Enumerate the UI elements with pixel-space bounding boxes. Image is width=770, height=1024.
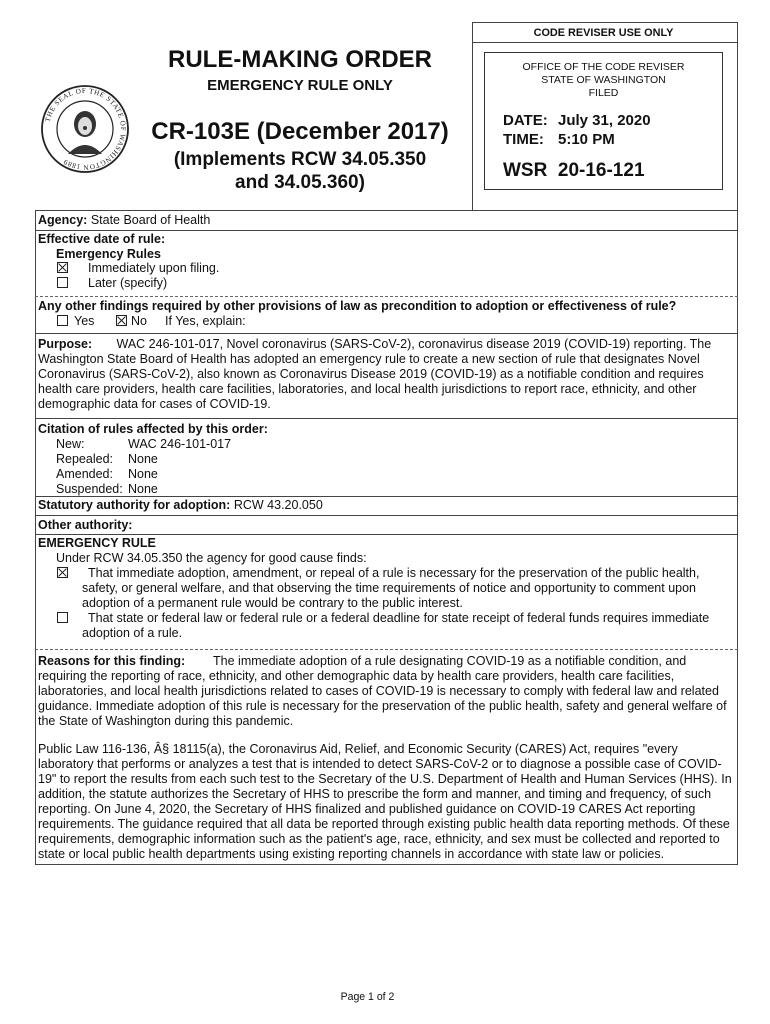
reasons-p2-line-6: requirements. The guidance required that all data be reported through existing public health data reporting methods. Of these (38, 817, 730, 831)
immediately-label: Immediately upon filing. (88, 261, 220, 275)
agency-label: Agency: (38, 213, 88, 227)
divider-effective (35, 296, 738, 297)
date-label: DATE: (503, 112, 548, 129)
wsr-number: WSR 20-16-121 (503, 160, 645, 181)
header-box-right (737, 22, 738, 210)
finding-1-checkbox[interactable] (57, 567, 68, 578)
agency-value: State Board of Health (90, 213, 211, 227)
divider-other-authority (35, 534, 738, 535)
citation-new-value: WAC 246-101-017 (128, 437, 232, 451)
finding-2-line-2: adoption of a rule. (82, 626, 183, 640)
citation-new-label: New: (56, 437, 85, 451)
time-label: TIME: (503, 131, 544, 148)
reasons-p2-line-7: requirements, demographic information such as the patient's age, race, ethnicity, and sex must be collected and reported to (38, 832, 720, 846)
form-bottom-line (35, 864, 738, 865)
statutory-row (38, 498, 323, 513)
form-top-line (35, 210, 738, 211)
reasons-p2-line-2: laboratory that performs or analyzes a test that is intended to detect SARS-CoV-2 or to diagnose a possible case of COVID- (38, 757, 722, 771)
immediately-checkbox[interactable] (57, 262, 68, 273)
form-title: RULE-MAKING ORDER (168, 46, 432, 73)
reasons-p2-line-1: Public Law 116-136, Â§ 18115(a), the Coronavirus Aid, Relief, and Economic Security (CARES) Act, requires "every (38, 742, 678, 756)
purpose-label: Purpose: (38, 337, 93, 351)
date-value: July 31, 2020 (558, 112, 651, 129)
citation-label: Citation of rules affected by this order: (38, 422, 268, 436)
form-left-line (35, 210, 36, 865)
finding-1-line-3: adoption of a permanent rule would be contrary to the public interest. (82, 596, 463, 610)
purpose-text-1: WAC 246-101-017, Novel coronavirus (SARS-CoV-2), coronavirus disease 2019 (COVID-19) reporting. The (116, 337, 712, 351)
findings-yes-checkbox[interactable] (57, 315, 68, 326)
emergency-rule-heading: EMERGENCY RULE (38, 536, 156, 550)
code-reviser-label: CODE REVISER USE ONLY (533, 27, 674, 39)
findings-yes-label: Yes (74, 314, 95, 328)
purpose-line-1 (38, 337, 711, 352)
seal-text: THE SEAL OF THE STATE OF WASHINGTON 1889 (43, 86, 128, 172)
agency-row (38, 213, 210, 228)
later-label: Later (specify) (88, 276, 168, 290)
header-box-divider (472, 42, 738, 43)
reasons-p2-line-8: state or local public health departments using existing reporting channels in accordance with state law or policies. (38, 847, 665, 861)
reasons-p2-line-5: reporting. On June 4, 2020, the Secretary of HHS finalized and published guidance on COVID-19 CARES Act reporting (38, 802, 696, 816)
divider-statutory (35, 515, 738, 516)
reasons-line-5: the State of Washington during this pandemic. (38, 714, 294, 728)
citation-repealed-label: Repealed: (56, 452, 113, 466)
header-box-left (472, 22, 473, 210)
finding-1-line-1: That immediate adoption, amendment, or repeal of a rule is necessary for the preservation of the public health, (88, 566, 700, 580)
form-right-line (737, 210, 738, 865)
finding-1-line-2: safety, or general welfare, and that observing the time requirements of notice and opportunity to comment upon (82, 581, 697, 595)
implements-line-2: and 34.05.360) (235, 172, 365, 193)
page-number: Page 1 of 2 (340, 991, 395, 1003)
later-checkbox[interactable] (57, 277, 68, 288)
emergency-rules-sublabel: Emergency Rules (56, 247, 161, 261)
office-line-2: STATE OF WASHINGTON (541, 74, 666, 86)
form-subtitle: EMERGENCY RULE ONLY (207, 77, 393, 94)
form-id: CR-103E (December 2017) (151, 118, 449, 145)
citation-suspended-value: None (128, 482, 158, 496)
reasons-p2-line-3: 19" to report the results from each such test to the Secretary of the U.S. Department of Health and Human Services (HHS). In (38, 772, 732, 786)
reasons-text-1: The immediate adoption of a rule designating COVID-19 as a notifiable condition, and (213, 654, 687, 668)
office-line-1: OFFICE OF THE CODE REVISER (522, 61, 685, 73)
effective-date-label: Effective date of rule: (38, 232, 166, 246)
finding-2-line-1: That state or federal law or federal rule or a federal deadline for state receipt of federal funds requires immediate (88, 611, 710, 625)
other-findings-question: Any other findings required by other provisions of law as precondition to adoption or effectiveness of rule? (38, 299, 677, 313)
findings-explain-label: If Yes, explain: (165, 314, 246, 328)
citation-amended-value: None (128, 467, 158, 481)
statutory-value: RCW 43.20.050 (233, 498, 323, 512)
findings-no-label: No (131, 314, 147, 328)
divider-emergency (35, 649, 738, 650)
reasons-line-2: requiring the reporting of race, ethnicity, and other demographic data by health care providers, health care facilities, (38, 669, 675, 683)
finding-2-checkbox[interactable] (57, 612, 68, 623)
time-value: 5:10 PM (558, 131, 615, 148)
purpose-line-3: Coronavirus (SARS-CoV-2), also known as Coronavirus Disease 2019 (COVID-19) as a notifiable condition and requires (38, 367, 704, 381)
citation-amended-label: Amended: (56, 467, 113, 481)
divider-agency (35, 230, 738, 231)
reasons-label: Reasons for this finding: (38, 654, 186, 668)
other-authority-label: Other authority: (38, 518, 133, 532)
reasons-line-1 (38, 654, 686, 669)
purpose-line-5: demographic data for cases of COVID-19. (38, 397, 271, 411)
divider-findings (35, 333, 738, 334)
reasons-line-4: guidance. Immediate adoption of this rule is necessary for the preservation of the public health, safety and general welfare of (38, 699, 727, 713)
reasons-line-3: laboratories, and local health jurisdictions related to cases of COVID-19 is necessary to comply with federal law and related (38, 684, 719, 698)
findings-no-checkbox[interactable] (116, 315, 127, 326)
office-line-3: FILED (588, 87, 619, 99)
implements-line-1: (Implements RCW 34.05.350 (173, 149, 427, 170)
purpose-line-2: Washington State Board of Health has adopted an emergency rule to create a new section of rule that designates Novel (38, 352, 700, 366)
header-box-top (472, 22, 738, 23)
citation-repealed-value: None (128, 452, 158, 466)
divider-citation (35, 496, 738, 497)
purpose-line-4: health care providers, health care facilities, laboratories, and local health jurisdictions to report race, ethnicity, and other (38, 382, 697, 396)
reasons-p2-line-4: addition, the statute authorizes the Secretary of HHS to prescribe the form and manner, and timing and frequency, of such (38, 787, 712, 801)
emergency-intro: Under RCW 34.05.350 the agency for good cause finds: (56, 551, 367, 565)
statutory-label: Statutory authority for adoption: (38, 498, 231, 512)
state-seal-image (38, 84, 132, 174)
citation-suspended-label: Suspended: (56, 482, 123, 496)
divider-purpose (35, 418, 738, 419)
